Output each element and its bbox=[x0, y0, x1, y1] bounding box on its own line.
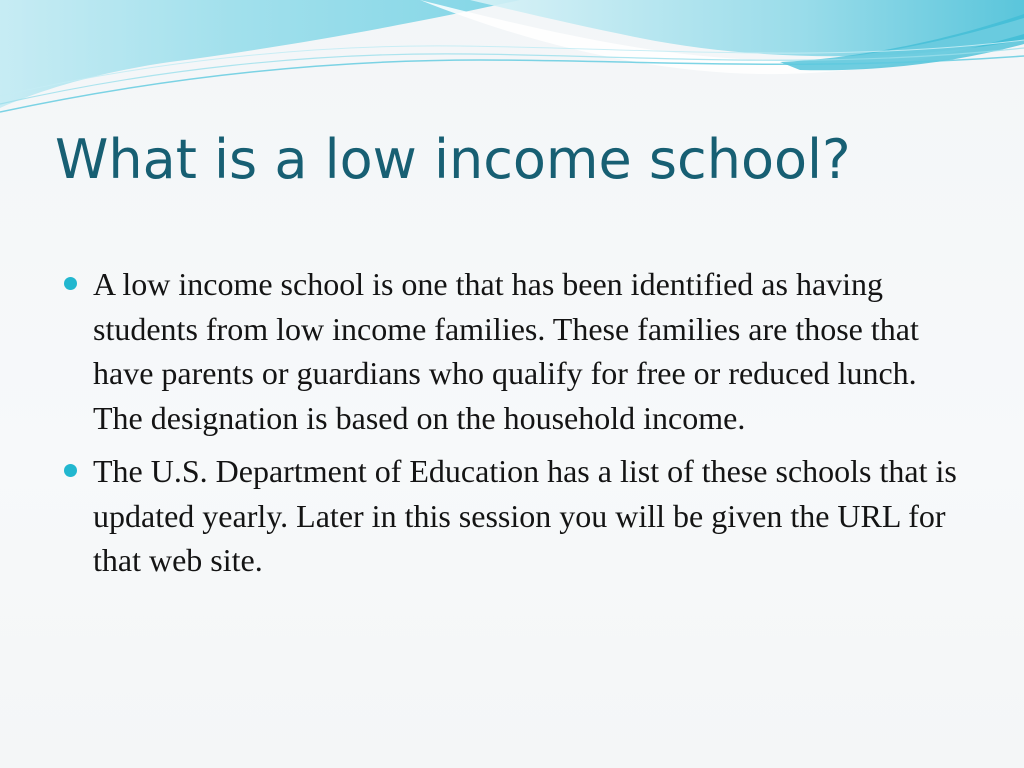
wave-decoration bbox=[0, 0, 1024, 130]
bullet-text: The U.S. Department of Education has a list of these schools that is updated yearly. Later in this session you will be given the URL for that web site. bbox=[93, 453, 957, 578]
bullet-item bbox=[58, 262, 968, 440]
slide-title: What is a low income school? bbox=[55, 128, 851, 191]
bullet-dot-icon bbox=[64, 277, 77, 290]
bullet-dot-icon bbox=[64, 464, 77, 477]
bullet-item bbox=[58, 449, 968, 583]
bullet-text: A low income school is one that has been identified as having students from low income families. These families are those that have parents or guardians who qualify for free or reduced lunch. The designation is based on the household income. bbox=[93, 266, 919, 436]
bullet-list bbox=[58, 262, 968, 592]
